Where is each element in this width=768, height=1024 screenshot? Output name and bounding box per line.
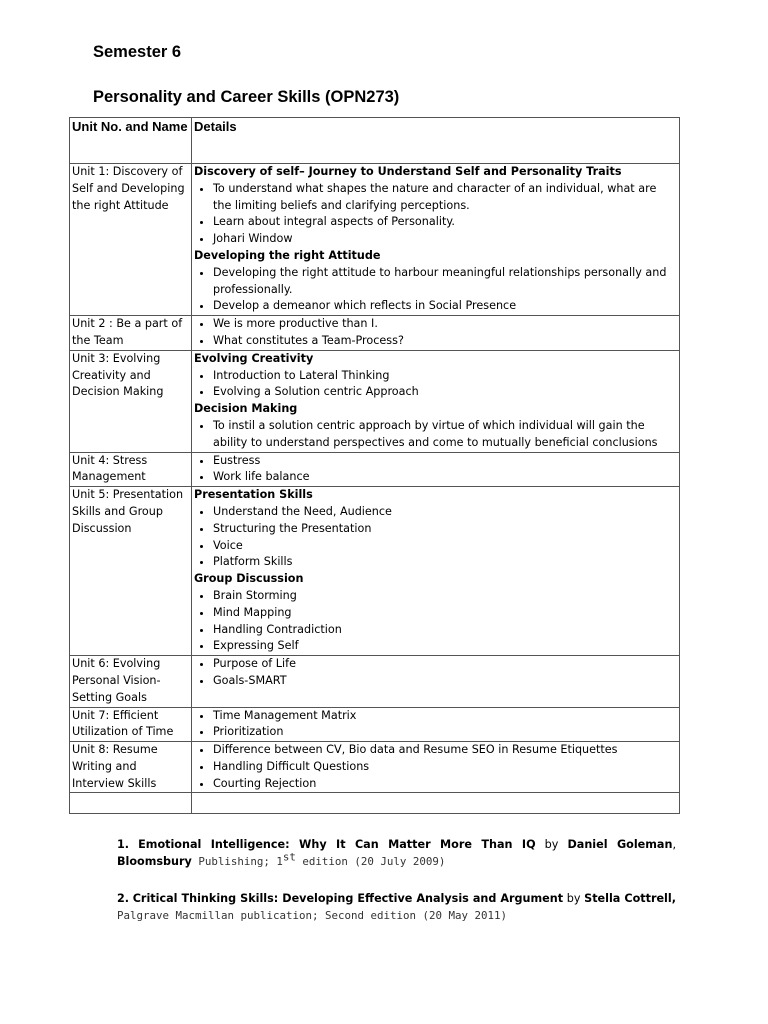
unit-name-cell: Unit 2 : Be a part of the Team xyxy=(70,316,192,351)
bullet-list xyxy=(194,708,677,742)
unit-name-cell: Unit 1: Discovery of Self and Developing the right Attitude xyxy=(70,164,192,316)
unit-name-cell: Unit 4: Stress Management xyxy=(70,452,192,487)
ref-author: Stella Cottrell, xyxy=(584,892,676,905)
details-cell xyxy=(192,487,680,656)
list-item: • Eustress xyxy=(213,453,677,470)
details-cell xyxy=(192,742,680,793)
unit-name-cell: Unit 7: Efficient Utilization of Time xyxy=(70,707,192,742)
table-row xyxy=(70,316,680,351)
table-row xyxy=(70,487,680,656)
ref-number: 1. xyxy=(117,838,130,851)
list-item: • Purpose of Life xyxy=(213,656,677,673)
bullet-list xyxy=(194,181,677,248)
unit-name-cell: Unit 5: Presentation Skills and Group Discussion xyxy=(70,487,192,656)
bullet-list xyxy=(194,418,677,452)
bullet-list xyxy=(194,588,677,655)
ref-by: by xyxy=(563,892,585,905)
details-cell xyxy=(192,350,680,452)
details-cell xyxy=(192,164,680,316)
list-item: • We is more productive than I. xyxy=(213,316,677,333)
list-item: • Introduction to Lateral Thinking xyxy=(213,368,677,385)
unit-name-cell: Unit 6: Evolving Personal Vision-Setting Goals xyxy=(70,656,192,707)
bullet-list xyxy=(194,316,677,350)
ref-publisher: Publishing; xyxy=(191,855,277,868)
section-heading: Developing the right Attitude xyxy=(194,248,381,262)
list-item: • Develop a demeanor which reflects in Social Presence xyxy=(213,298,677,315)
list-item: • Johari Window xyxy=(213,231,677,248)
list-item: • Work life balance xyxy=(213,469,677,486)
table-row xyxy=(70,793,680,814)
list-item: • Courting Rejection xyxy=(213,776,677,793)
list-item: • Developing the right attitude to harbour meaningful relationships personally and professionally. xyxy=(213,265,677,299)
ref-publisher-bold: Bloomsbury xyxy=(117,855,192,868)
list-item: • Platform Skills xyxy=(213,554,677,571)
table-row xyxy=(70,707,680,742)
course-title: Personality and Career Skills (OPN273) xyxy=(93,88,400,106)
list-item: • Mind Mapping xyxy=(213,605,677,622)
section-heading: Evolving Creativity xyxy=(194,351,314,365)
ref-title: Emotional Intelligence: Why It Can Matter More Than IQ xyxy=(138,838,536,851)
table-row xyxy=(70,656,680,707)
ref-publisher: Palgrave Macmillan publication; Second edition (20 May 2011) xyxy=(117,909,508,922)
ref-edition-num: 1 xyxy=(276,855,283,868)
list-item: • Difference between CV, Bio data and Resume SEO in Resume Etiquettes xyxy=(213,742,677,759)
table-header-row xyxy=(70,118,680,164)
details-cell xyxy=(192,707,680,742)
list-item: • Structuring the Presentation xyxy=(213,521,677,538)
reference-2 xyxy=(117,890,676,924)
list-item: • To understand what shapes the nature and character of an individual, what are the limiting beliefs and clarifying perceptions. xyxy=(213,181,677,215)
ref-title: Critical Thinking Skills: Developing Effective Analysis and Argument xyxy=(132,892,564,905)
ref-by: by xyxy=(535,838,568,851)
ref-edition-sup: st xyxy=(282,850,296,864)
syllabus-table xyxy=(69,117,680,814)
table-row xyxy=(70,350,680,452)
list-item: • Handling Difficult Questions xyxy=(213,759,677,776)
unit-name-cell: Unit 8: Resume Writing and Interview Skills xyxy=(70,742,192,793)
list-item: • Learn about integral aspects of Personality. xyxy=(213,214,677,231)
ref-author: Daniel Goleman xyxy=(567,838,673,851)
ref-number: 2. xyxy=(117,892,130,905)
details-cell xyxy=(192,452,680,487)
section-heading: Decision Making xyxy=(194,402,298,416)
list-item: • Time Management Matrix xyxy=(213,708,677,725)
bullet-list xyxy=(194,265,677,315)
details-cell xyxy=(192,793,680,814)
list-item: • Voice xyxy=(213,538,677,555)
semester-heading: Semester 6 xyxy=(93,43,182,61)
list-item: • Understand the Need, Audience xyxy=(213,504,677,521)
bullet-list xyxy=(194,742,677,792)
section-heading: Group Discussion xyxy=(194,572,304,586)
bullet-list xyxy=(194,368,677,402)
header-unit: Unit No. and Name xyxy=(70,118,192,164)
list-item: • Handling Contradiction xyxy=(213,622,677,639)
bullet-list xyxy=(194,504,677,571)
list-item: • Evolving a Solution centric Approach xyxy=(213,384,677,401)
list-item: • Prioritization xyxy=(213,724,677,741)
bullet-list xyxy=(194,453,677,487)
unit-name-cell: Unit 3: Evolving Creativity and Decision Making xyxy=(70,350,192,452)
list-item: • What constitutes a Team-Process? xyxy=(213,333,677,350)
table-row xyxy=(70,742,680,793)
list-item: • Brain Storming xyxy=(213,588,677,605)
details-cell xyxy=(192,656,680,707)
details-cell xyxy=(192,316,680,351)
table-row xyxy=(70,164,680,316)
list-item: • Expressing Self xyxy=(213,638,677,655)
list-item: • To instil a solution centric approach by virtue of which individual will gain the ability to understand perspectives and come to mutually beneficial conclusions xyxy=(213,418,677,452)
section-heading: Presentation Skills xyxy=(194,488,313,502)
unit-name-cell xyxy=(70,793,192,814)
reference-1: 1. Emotional Intelligence: Why It Can Matter More Than IQ by Daniel Goleman, Bloomsbury Publishing; 1st edition (20 July 2009) xyxy=(117,838,676,868)
table-row xyxy=(70,452,680,487)
section-heading: Discovery of self– Journey to Understand Self and Personality Traits xyxy=(194,165,622,178)
ref-edition: edition (20 July 2009) xyxy=(295,855,446,868)
header-details: Details xyxy=(192,118,680,164)
bullet-list xyxy=(194,656,677,690)
list-item: • Goals-SMART xyxy=(213,673,677,690)
